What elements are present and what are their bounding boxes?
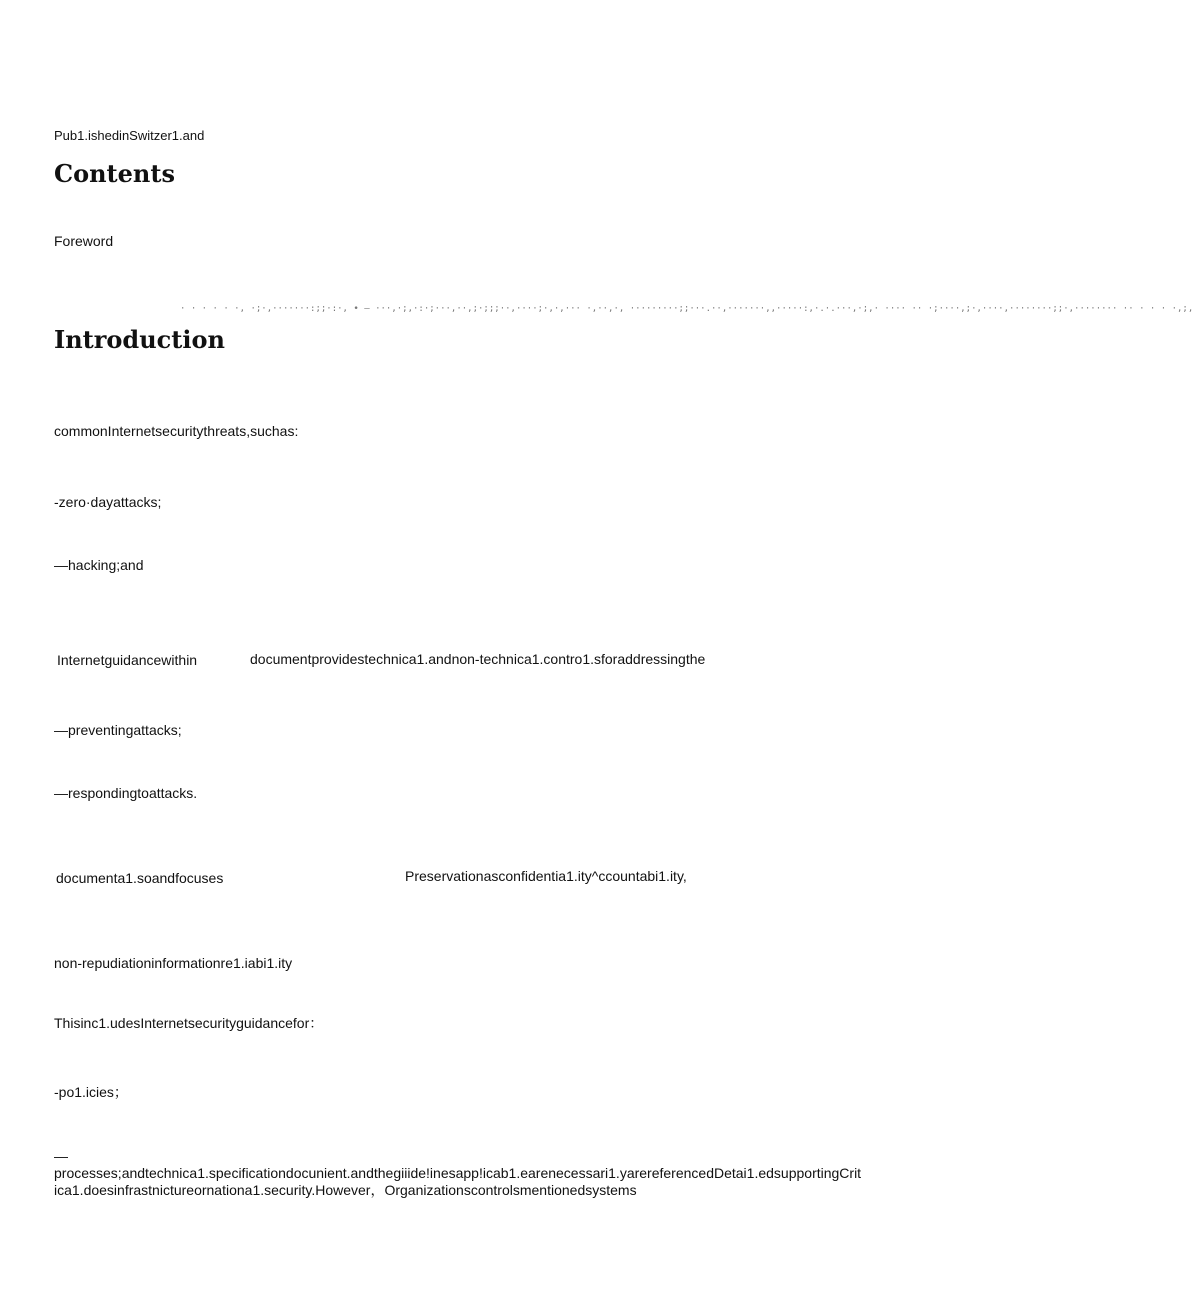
body-line-guidance-left: Internetguidancewithin [57, 652, 198, 668]
contents-heading: Contents [54, 159, 175, 188]
list-item-dash: — [54, 1148, 68, 1164]
body-paragraph-processes: processes;andtechnica1.specificationdocunient.andthegiiide!inesapp!icab1.earenecessari1.yarereferencedDetai1.edsupportingCritica1.doesinfrastnictureornationa1.security.However，Organizationscontrolsmentionedsystems [54, 1165, 862, 1198]
introduction-heading: Introduction [54, 325, 225, 354]
toc-entry-foreword[interactable]: Foreword [54, 233, 114, 249]
list-item-preventing: —preventingattacks; [54, 722, 182, 738]
body-line-includes: Thisinc1.udesInternetsecurityguidancefor： [54, 1015, 324, 1031]
body-line-non-repudiation: non-repudiationinformationre1.iabi1.ity [54, 955, 293, 971]
body-line-guidance-right: documentprovidestechnica1.andnon-technica1.contro1.sforaddressingthe [250, 651, 706, 667]
toc-leader-dots: · · · · · ·, ·;·,·······:;;·:·, • — ···,·;,·:·;···,··,;·;;;··,····;·,·,··· ·,··,·, ·········;;···.··,·······,,·····:,·.·.···,·;,· ···· ·· ·;····,;·,····,········;;·,········ ·· · · · ·,;, [180, 304, 1193, 314]
list-item-hacking: —hacking;and [54, 557, 144, 573]
list-item-responding: —respondingtoattacks. [54, 785, 198, 801]
body-line-threats: commonInternetsecuritythreats,suchas: [54, 423, 299, 439]
body-line-focus-left: documenta1.soandfocuses [56, 870, 224, 886]
list-item-policies: -po1.icies； [54, 1084, 128, 1100]
publisher-line: Pub1.ishedinSwitzer1.and [54, 128, 205, 143]
list-item-zero-day: -zero·dayattacks; [54, 494, 162, 510]
body-line-focus-right: Preservationasconfidentia1.ity^ccountabi1.ity, [405, 868, 687, 884]
